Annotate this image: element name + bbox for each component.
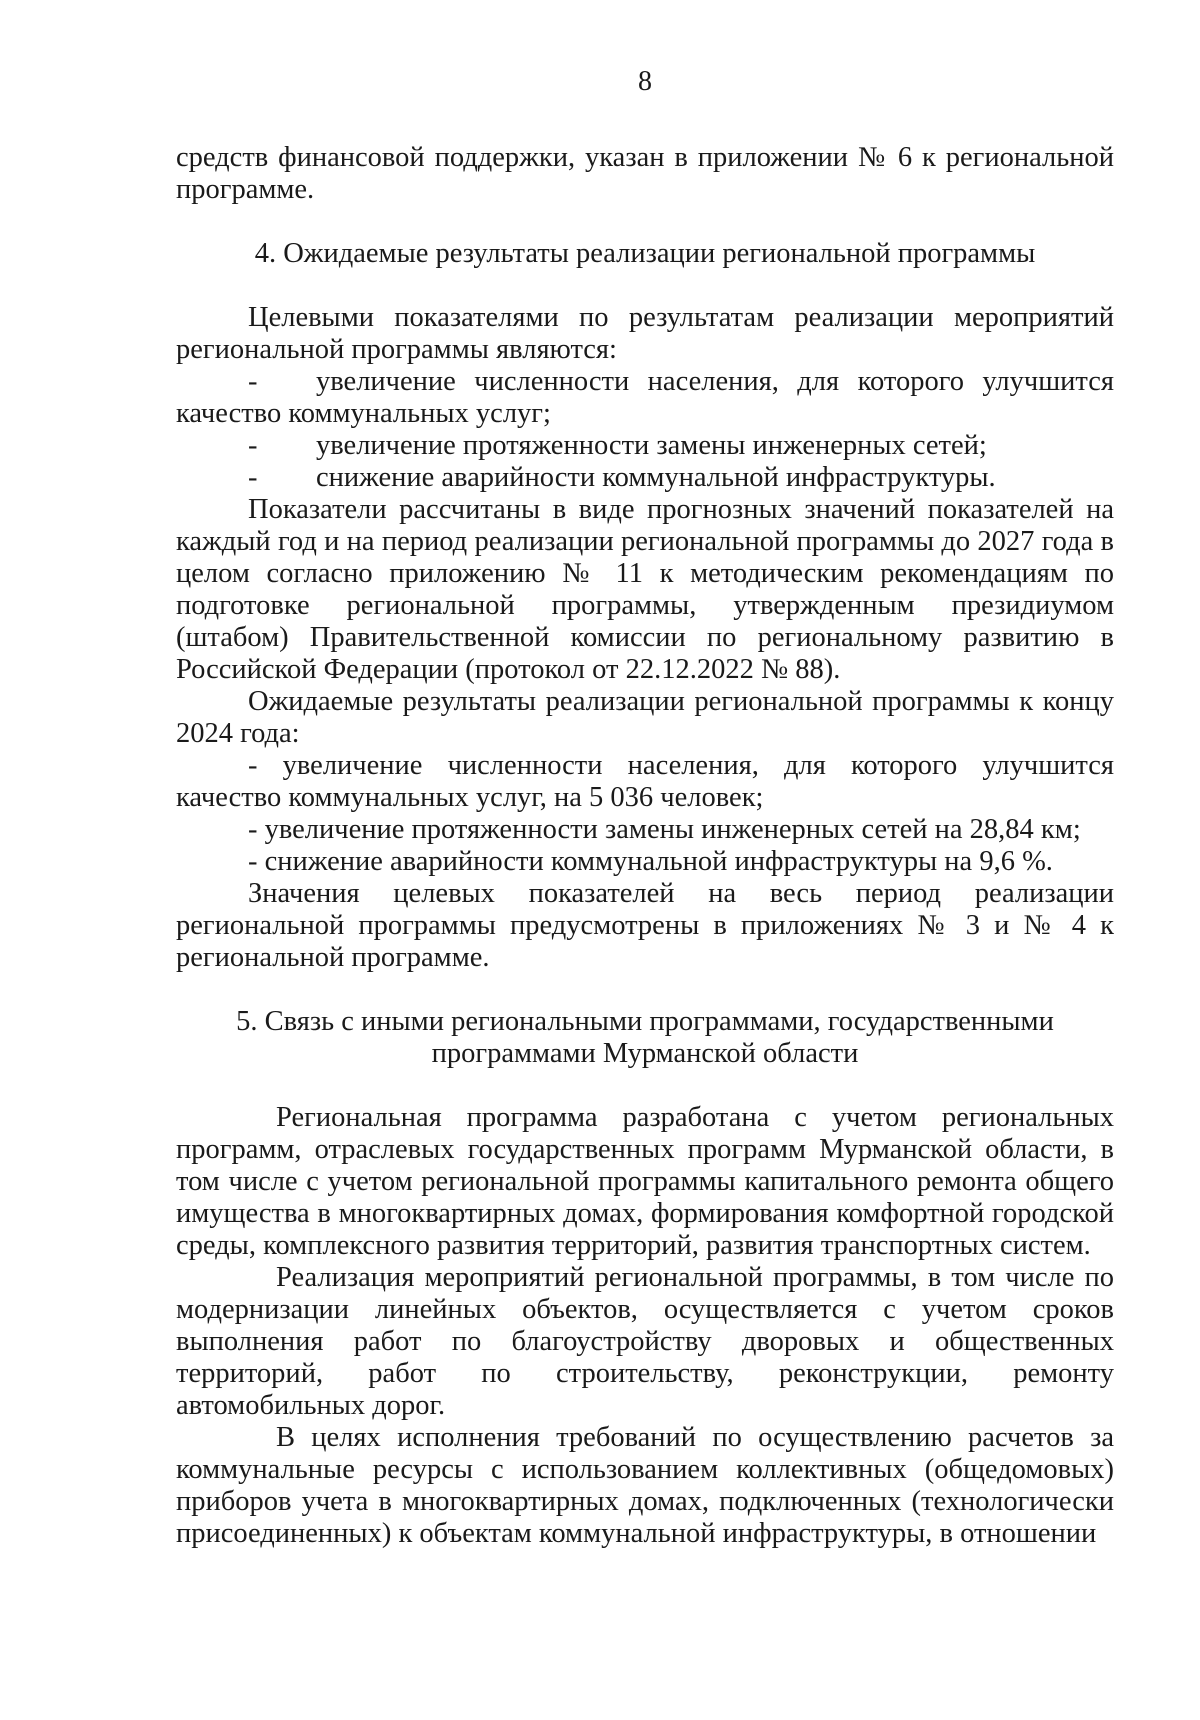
indicator-item: - увеличение протяженности замены инженерных сетей; xyxy=(248,430,987,461)
indicator-item: - снижение аварийности коммунальной инфраструктуры. xyxy=(248,462,996,493)
expected-results-lead: Ожидаемые результаты реализации региональной программы к концу 2024 года: xyxy=(176,686,1114,749)
indicator-item: - увеличение численности населения, для которого улучшится качество коммунальных услуг; xyxy=(176,366,1114,429)
expected-result-item: - увеличение протяженности замены инженерных сетей на 28,84 км; xyxy=(248,814,1081,845)
section-5-paragraph-1: Региональная программа разработана с учетом региональных программ, отраслевых государственных программ Мурманской области, в том числе с учетом региональной программы капитального ремонта общего имущества в многоквартирных домах, формирования комфортной городской среды, комплексного развития территорий, развития транспортных систем. xyxy=(176,1102,1114,1261)
section-5-paragraph-2: Реализация мероприятий региональной программы, в том числе по модернизации линейных объектов, осуществляется с учетом сроков выполнения работ по благоустройству дворовых и общественных территорий, работ по строительству, реконструкции, ремонту автомобильных дорог. xyxy=(176,1262,1114,1421)
calc-paragraph: Показатели рассчитаны в виде прогнозных значений показателей на каждый год и на период реализации региональной программы до 2027 года в целом согласно приложению № 11 к методическим рекомендациям по подготовке региональной программы, утвержденным президиумом (штабом) Правительственной комиссии по региональному развитию в Российской Федерации (протокол от 22.12.2022 № 88). xyxy=(176,494,1114,685)
dash-marker: - xyxy=(248,462,258,493)
expected-result-item: - увеличение численности населения, для которого улучшится качество коммунальных услуг, на 5 036 человек; xyxy=(176,750,1114,813)
section-5-paragraph-3: В целях исполнения требований по осуществлению расчетов за коммунальные ресурсы с использованием коллективных (общедомовых) приборов учета в многоквартирных домах, подключенных (технологически присоединенных) к объектам коммунальной инфраструктуры, в отношении xyxy=(176,1422,1114,1549)
page-number: 8 xyxy=(638,66,652,97)
dash-marker: - xyxy=(248,430,258,461)
section-5-title-line-1: 5. Связь с иными региональными программами, государственными xyxy=(236,1006,1054,1037)
section-4-lead: Целевыми показателями по результатам реализации мероприятий региональной программы являются: xyxy=(176,302,1114,365)
dash-marker: - xyxy=(248,366,258,397)
target-values-paragraph: Значения целевых показателей на весь период реализации региональной программы предусмотрены в приложениях № 3 и № 4 к региональной программе. xyxy=(176,878,1114,973)
section-4-title: 4. Ожидаемые результаты реализации региональной программы xyxy=(254,238,1036,269)
intro-paragraph: средств финансовой поддержки, указан в приложении № 6 к региональной программе. xyxy=(176,142,1114,205)
section-5-title-line-2: программами Мурманской области xyxy=(431,1038,859,1069)
expected-result-item: - снижение аварийности коммунальной инфраструктуры на 9,6 %. xyxy=(248,846,1053,877)
document-body xyxy=(176,142,1114,1550)
